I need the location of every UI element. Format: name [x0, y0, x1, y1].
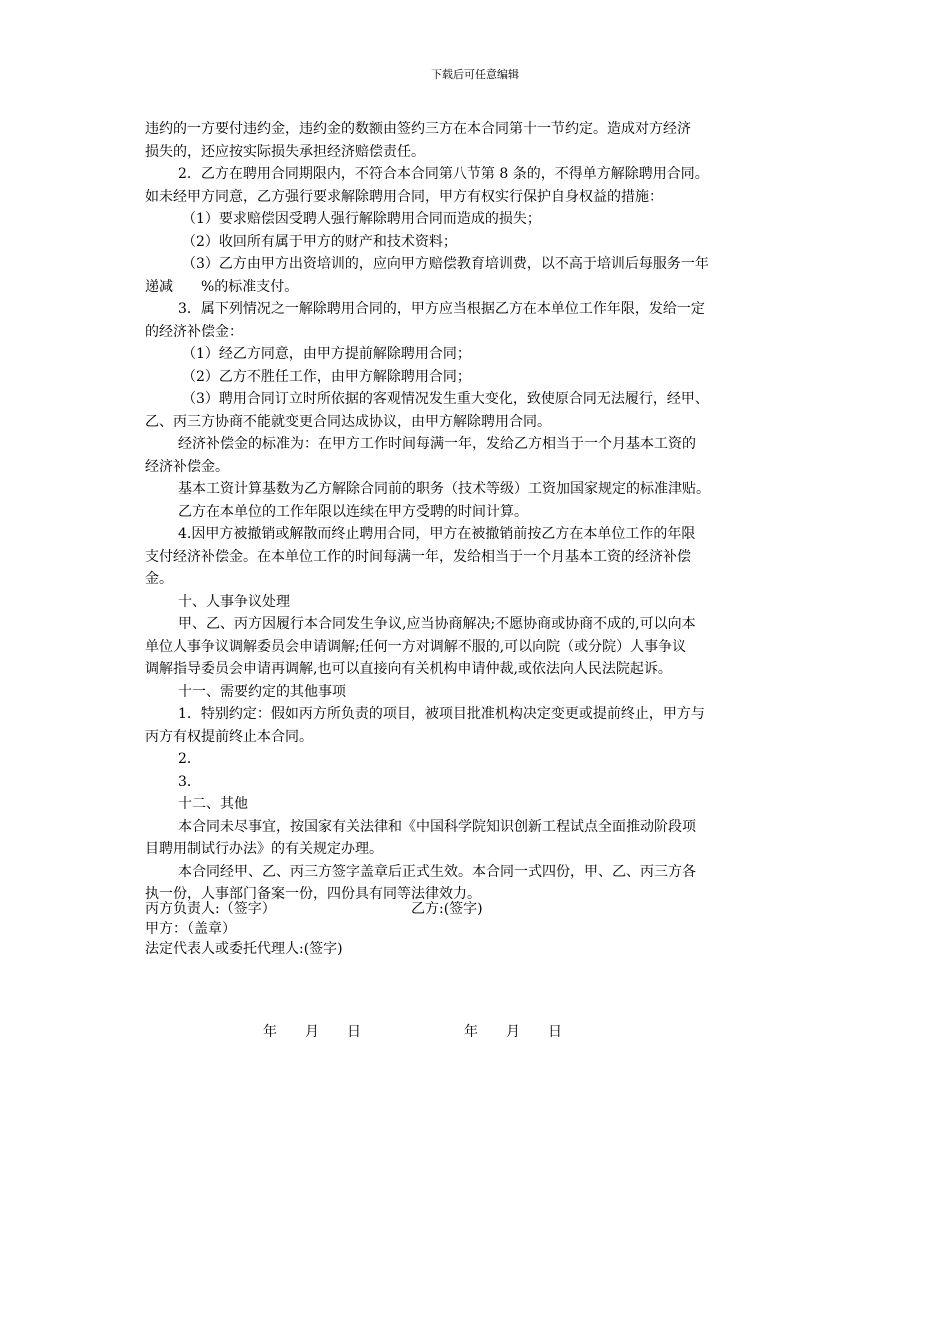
signature-line-1 — [145, 898, 276, 920]
text-line: 基本工资计算基数为乙方解除合同前的职务（技术等级）工资加国家规定的标准津贴。 — [178, 481, 710, 497]
text-line: 4.因甲方被撤销或解散而终止聘用合同，甲方在被撤销前按乙方在本单位工作的年限 — [178, 526, 696, 542]
text-line: （2）收回所有属于甲方的财产和技术资料； — [182, 233, 457, 250]
text-line: 本合同未尽事宜，按国家有关法律和《中国科学院知识创新工程试点全面推动阶段项 — [178, 818, 696, 835]
text-line: （3）聘用合同订立时所依据的客观情况发生重大变化，致使原合同无法履行，经甲、 — [182, 391, 709, 407]
text-line: 2．乙方在聘用合同期限内，不符合本合同第八节第 8 条的，不得单方解除聘用合同。 — [178, 166, 709, 182]
text-line: 丙方有权提前终止本合同。 — [145, 728, 313, 745]
page-header: 下载后可任意编辑 — [431, 68, 519, 81]
text-line: 十二、其他 — [178, 796, 248, 812]
text-line: 2． — [178, 751, 201, 767]
text-line: 递减 %的标准支付。 — [145, 278, 299, 295]
text-line: 3．属下列情况之一解除聘用合同的，甲方应当根据乙方在本单位工作年限，发给一定 — [178, 301, 705, 317]
text-line: 如未经甲方同意，乙方强行要求解除聘用合同，甲方有权实行保护自身权益的措施： — [145, 188, 663, 205]
party-a-seal: 甲方：（盖章） — [145, 921, 236, 937]
text-line: 乙、丙三方协商不能就变更合同达成协议，由甲方解除聘用合同。 — [145, 413, 551, 430]
text-line: 金。 — [145, 571, 173, 587]
text-line: 支付经济补偿金。在本单位工作的时间每满一年，发给相当于一个月基本工资的经济补偿 — [145, 548, 691, 565]
text-line: 1．特别约定：假如丙方所负责的项目，被项目批准机构决定变更或提前终止，甲方与 — [178, 706, 705, 722]
text-line: 调解指导委员会申请再调解,也可以直接向有关机构申请仲裁,或依法向人民法院起诉。 — [145, 661, 672, 677]
text-line: 违约的一方要付违约金，违约金的数额由签约三方在本合同第十一节约定。造成对方经济 — [145, 121, 691, 137]
text-line: 经济补偿金的标准为：在甲方工作时间每满一年，发给乙方相当于一个月基本工资的 — [178, 436, 696, 452]
text-line: 十、人事争议处理 — [178, 593, 290, 610]
text-line: 甲、乙、丙方因履行本合同发生争议,应当协商解决;不愿协商或协商不成的,可以向本 — [178, 616, 696, 632]
text-line: 损失的，还应按实际损失承担经济赔偿责任。 — [145, 143, 425, 160]
text-line: 3． — [178, 773, 201, 790]
text-line: 目聘用制试行办法》的有关规定办理。 — [145, 841, 383, 857]
text-line: 的经济补偿金： — [145, 323, 243, 340]
text-line: （3）乙方由甲方出资培训的，应向甲方赔偿教育培训费，以不高于培训后每服务一年 — [182, 256, 709, 272]
party-c-signature: 丙方负责人:（签字） — [145, 901, 276, 917]
text-line: 执一份，人事部门备案一份，四份具有同等法律效力。 — [145, 886, 481, 902]
text-line: 十一、需要约定的其他事项 — [178, 683, 346, 700]
date-left: 年 月 日 — [263, 1024, 361, 1040]
text-line: 单位人事争议调解委员会申请调解;任何一方对调解不服的,可以向院（或分院）人事争议 — [145, 638, 687, 655]
text-line: （1）要求赔偿因受聘人强行解除聘用合同而造成的损失； — [182, 211, 541, 227]
text-line: （1）经乙方同意，由甲方提前解除聘用合同； — [182, 346, 471, 362]
text-line: 乙方在本单位的工作年限以连续在甲方受聘的时间计算。 — [178, 503, 528, 520]
text-line: （2）乙方不胜任工作，由甲方解除聘用合同； — [182, 368, 471, 385]
text-line: 本合同经甲、乙、丙三方签字盖章后正式生效。本合同一式四份，甲、乙、丙三方各 — [178, 863, 696, 880]
contract-body — [145, 118, 809, 906]
date-right: 年 月 日 — [464, 1024, 562, 1040]
party-b-signature: 乙方:(签字) — [411, 901, 483, 917]
text-line: 经济补偿金。 — [145, 458, 229, 475]
legal-rep-signature: 法定代表人或委托代理人:(签字) — [145, 941, 343, 957]
